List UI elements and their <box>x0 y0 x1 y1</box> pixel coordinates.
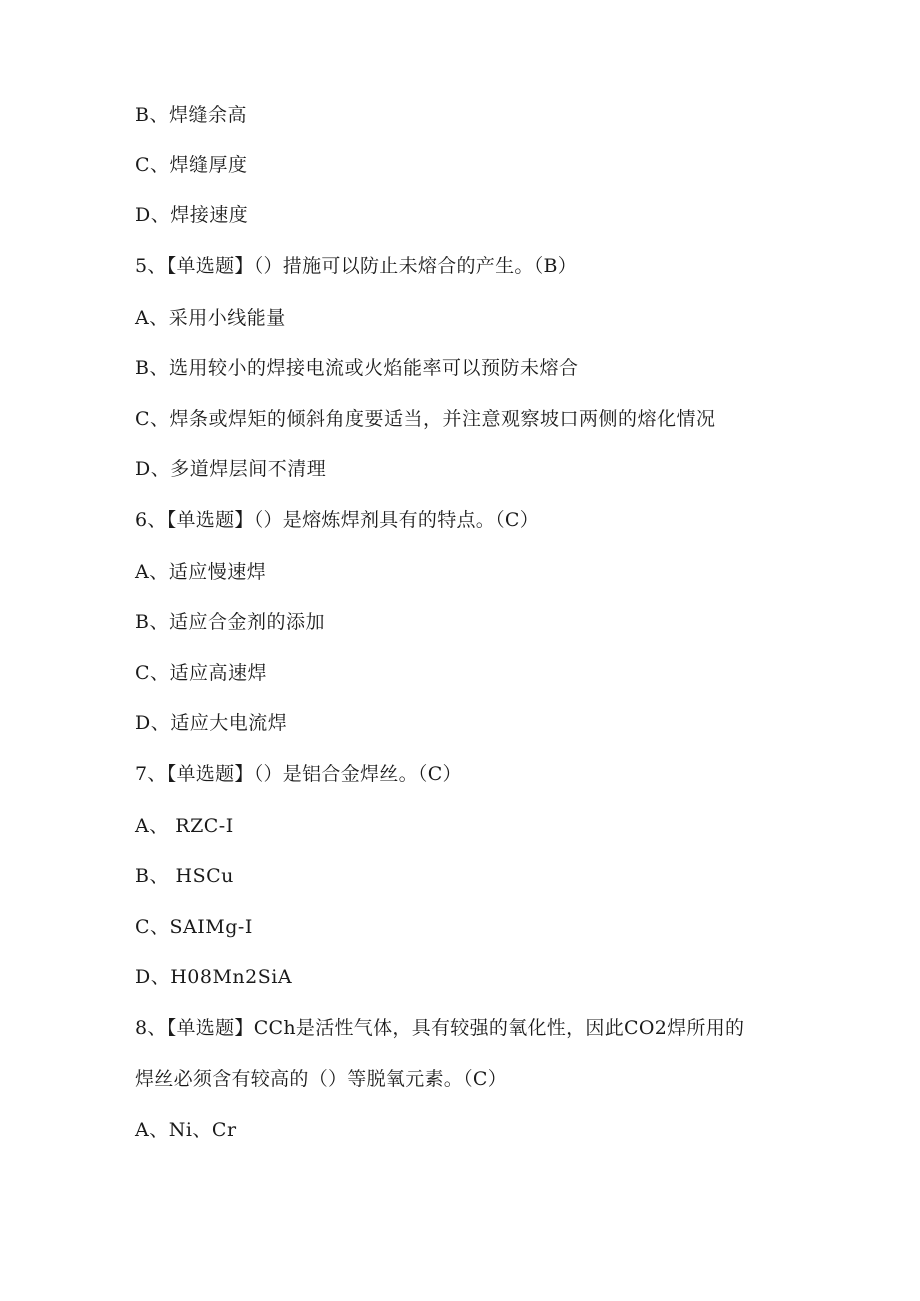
option-b-q4: B、焊缝余高 <box>135 104 247 126</box>
option-a-q7: A、 RZC-I <box>135 815 234 837</box>
option-d-q5: D、多道焊层间不清理 <box>135 458 327 480</box>
option-c-q6: C、适应高速焊 <box>135 662 268 684</box>
option-a-q5: A、采用小线能量 <box>135 307 286 329</box>
question-7: 7、【单选题】（）是铝合金焊丝。（C） <box>135 763 462 785</box>
question-5: 5、【单选题】（）措施可以防止未熔合的产生。（B） <box>135 255 578 277</box>
option-b-q6: B、适应合金剂的添加 <box>135 611 325 633</box>
option-d-q4: D、焊接速度 <box>135 204 249 226</box>
option-d-q6: D、适应大电流焊 <box>135 712 288 734</box>
option-b-q7: B、 HSCu <box>135 865 234 887</box>
option-c-q7: C、SAIMg-I <box>135 916 253 938</box>
option-c-q5: C、焊条或焊矩的倾斜角度要适当，并注意观察坡口两侧的熔化情况 <box>135 408 716 430</box>
option-b-q5: B、选用较小的焊接电流或火焰能率可以预防未熔合 <box>135 357 579 379</box>
question-6: 6、【单选题】（）是熔炼焊剂具有的特点。（C） <box>135 509 540 531</box>
option-a-q6: A、适应慢速焊 <box>135 561 267 583</box>
option-d-q7: D、H08Mn2SiA <box>135 966 293 988</box>
option-a-q8: A、Ni、Cr <box>135 1119 237 1141</box>
question-8-line-1: 8、【单选题】CCh是活性气体，具有较强的氧化性，因此CO2焊所用的 <box>135 1017 745 1039</box>
option-c-q4: C、焊缝厚度 <box>135 154 248 176</box>
question-8-line-2: 焊丝必须含有较高的（）等脱氧元素。（C） <box>135 1068 508 1090</box>
